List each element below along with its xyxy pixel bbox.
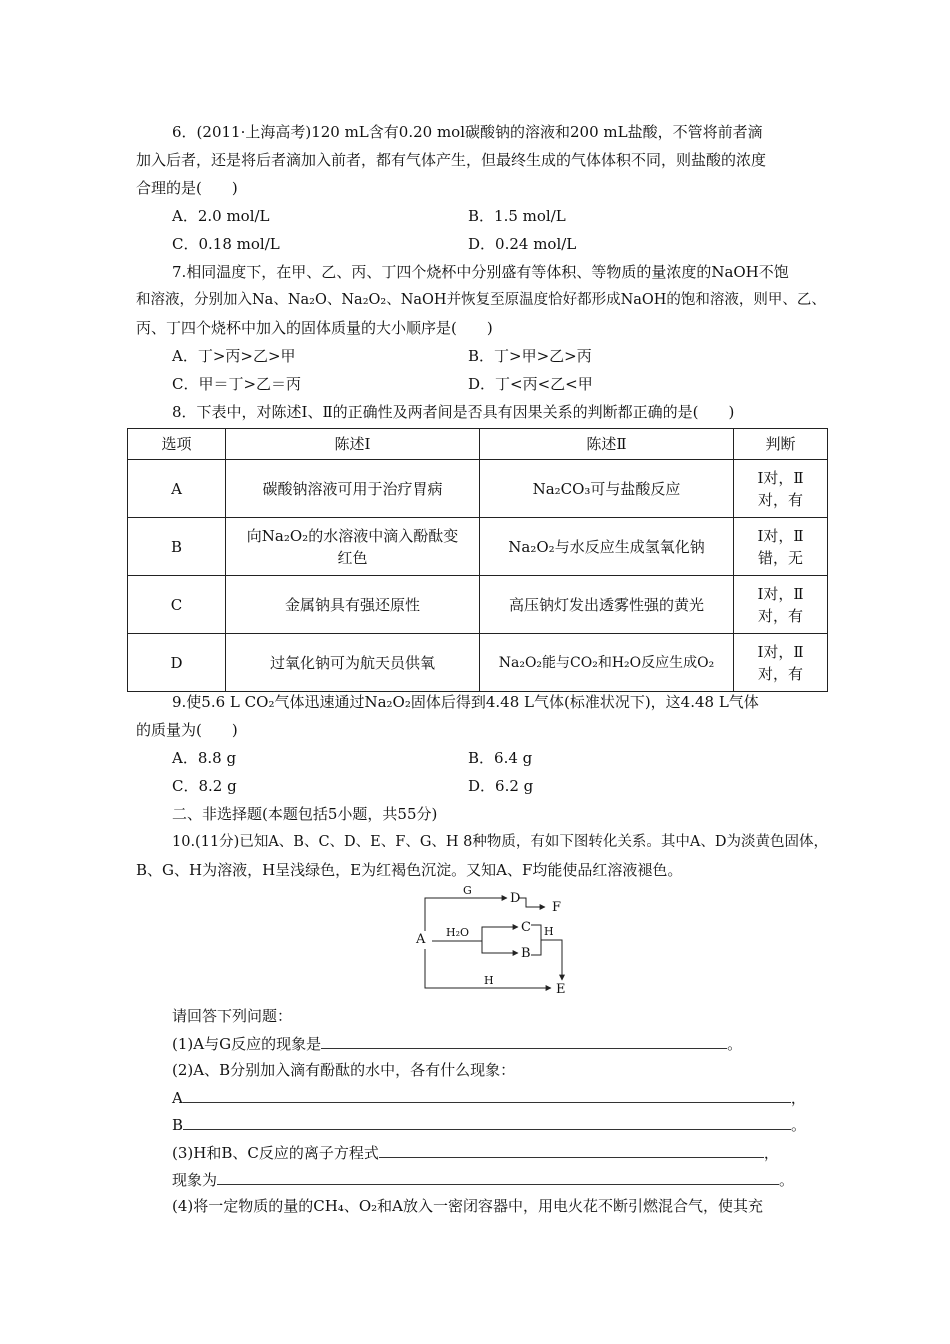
row-statement-2: Na₂O₂能与CO₂和H₂O反应生成O₂ — [480, 634, 734, 692]
q7-option-d: D．丁<丙<乙<甲 — [468, 375, 593, 393]
judgement-line2: 对，有 — [757, 664, 803, 683]
row-statement-1: 碳酸钠溶液可用于治疗胃病 — [226, 460, 480, 518]
row-statement-1: 向Na₂O₂的水溶液中滴入酚酞变红色 — [226, 518, 480, 576]
row-statement-2: Na₂O₂与水反应生成氢氧化钠 — [480, 518, 734, 576]
q9-option-a: A．8.8 g — [172, 749, 237, 767]
row-judgement — [734, 576, 828, 634]
row-option: A — [128, 460, 226, 518]
part3-text: (3)H和B、C反应的离子方程式 — [172, 1144, 379, 1162]
answer-blank[interactable] — [183, 1087, 791, 1103]
q9-option-c: C．8.2 g — [172, 777, 237, 795]
q10-prompt: 请回答下列问题： — [172, 1007, 293, 1025]
header-cell-judgement: 判断 — [734, 429, 828, 460]
q6-option-c: C．0.18 mol/L — [172, 235, 280, 253]
header-cell-statement-2: 陈述Ⅱ — [480, 429, 734, 460]
row-option: B — [128, 518, 226, 576]
q6-stem-line3: 合理的是( ) — [136, 179, 238, 197]
part1-text: (1)A与G反应的现象是 — [172, 1035, 322, 1053]
part2b-label: B — [172, 1116, 184, 1134]
label-h2o: H₂O — [446, 926, 470, 939]
row-statement-1: 过氧化钠可为航天员供氧 — [226, 634, 480, 692]
row-statement-1: 金属钠具有强还原性 — [226, 576, 480, 634]
q6-option-a: A．2.0 mol/L — [172, 207, 270, 225]
q10-part4: (4)将一定物质的量的CH₄、O₂和A放入一密闭容器中，用电火花不断引燃混合气，使其充 — [172, 1197, 763, 1215]
judgement-line1: Ⅰ对，Ⅱ — [757, 584, 804, 603]
q10-part2: (2)A、B分别加入滴有酚酞的水中，各有什么现象： — [172, 1061, 516, 1079]
answer-blank[interactable] — [321, 1033, 727, 1049]
bracket-bc — [531, 925, 541, 955]
table-row — [128, 576, 828, 634]
answer-blank[interactable] — [217, 1169, 779, 1185]
label-g: G — [463, 884, 472, 897]
part2a-label: A — [172, 1089, 183, 1107]
judgement-line2: 错，无 — [757, 548, 803, 567]
q10-part1 — [172, 1033, 742, 1054]
row-judgement — [734, 634, 828, 692]
q10-part3 — [172, 1142, 779, 1163]
q10-part3-phenomenon — [172, 1169, 794, 1190]
table-row — [128, 460, 828, 518]
q7-option-c: C．甲＝丁>乙＝丙 — [172, 375, 302, 393]
q10-part2-b — [172, 1114, 806, 1135]
judgement-line1: Ⅰ对，Ⅱ — [757, 468, 804, 487]
part2b-end: 。 — [791, 1116, 807, 1134]
q6-option-d: D．0.24 mol/L — [468, 235, 577, 253]
row-judgement — [734, 518, 828, 576]
row-statement-2: Na₂CO₃可与盐酸反应 — [480, 460, 734, 518]
part3-end: ， — [763, 1144, 779, 1162]
arrow-to-b — [482, 941, 518, 953]
q9-option-b: B．6.4 g — [468, 749, 533, 767]
node-b: B — [521, 946, 531, 961]
node-e: E — [556, 982, 566, 995]
q6-stem-line2: 加入后者，还是将后者滴加入前者，都有气体产生，但最终生成的气体体积不同，则盐酸的浓度 — [136, 151, 767, 169]
arrow-d-to-f — [518, 898, 545, 907]
row-statement-2: 高压钠灯发出透雾性强的黄光 — [480, 576, 734, 634]
judgement-line1: Ⅰ对，Ⅱ — [757, 642, 804, 661]
arrow-to-c — [482, 927, 518, 941]
judgement-line2: 对，有 — [757, 606, 803, 625]
table-header-row — [128, 429, 828, 460]
q6-stem-line1: 6．(2011·上海高考)120 mL含有0.20 mol碳酸钠的溶液和200 mL盐酸，不管将前者滴 — [172, 123, 763, 141]
q9-stem-line2: 的质量为( ) — [136, 721, 238, 739]
answer-blank[interactable] — [379, 1142, 764, 1158]
part3b-end: 。 — [779, 1171, 795, 1189]
q10-stem-line1: 10.(11分)已知A、B、C、D、E、F、G、H 8种物质，有如下图转化关系。其中A、D为淡黄色固体， — [172, 834, 828, 850]
header-cell-option: 选项 — [128, 429, 226, 460]
label-h-upper: H — [544, 925, 554, 938]
arrow-h-to-e — [541, 940, 562, 980]
node-f: F — [552, 900, 562, 915]
judgement-line2: 对，有 — [757, 490, 803, 509]
node-c: C — [521, 920, 531, 935]
q6-option-b: B．1.5 mol/L — [468, 207, 566, 225]
part2a-end: ， — [790, 1089, 806, 1107]
judgement-line1: Ⅰ对，Ⅱ — [757, 526, 804, 545]
label-h-lower: H — [484, 974, 494, 987]
table-row — [128, 518, 828, 576]
row-option: C — [128, 576, 226, 634]
answer-blank[interactable] — [183, 1114, 791, 1130]
part3b-text: 现象为 — [172, 1171, 218, 1189]
q8-stem: 8．下表中，对陈述Ⅰ、Ⅱ的正确性及两者间是否具有因果关系的判断都正确的是( ) — [172, 403, 735, 421]
conversion-diagram — [410, 883, 580, 995]
node-a: A — [416, 932, 426, 947]
q7-stem-line1: 7.相同温度下，在甲、乙、丙、丁四个烧杯中分别盛有等体积、等物质的量浓度的NaOH不饱 — [172, 263, 789, 281]
section-heading: 二、非选择题(本题包括5小题，共55分) — [172, 805, 438, 823]
q10-stem-line2: B、G、H为溶液，H呈浅绿色，E为红褐色沉淀。又知A、F均能使品红溶液褪色。 — [136, 861, 683, 879]
part1-end: 。 — [727, 1035, 743, 1053]
q7-option-a: A．丁>丙>乙>甲 — [172, 347, 296, 365]
table-row — [128, 634, 828, 692]
node-d: D — [510, 891, 521, 906]
q9-option-d: D．6.2 g — [468, 777, 534, 795]
q7-option-b: B．丁>甲>乙>丙 — [468, 347, 592, 365]
row-judgement — [734, 460, 828, 518]
q7-stem-line2: 和溶液，分别加入Na、Na₂O、Na₂O₂、NaOH并恢复至原温度恰好都形成NaOH的饱和溶液，则甲、乙、 — [136, 292, 826, 308]
q7-stem-line3: 丙、丁四个烧杯中加入的固体质量的大小顺序是( ) — [136, 319, 493, 337]
header-cell-statement-1: 陈述Ⅰ — [226, 429, 480, 460]
q9-stem-line1: 9.使5.6 L CO₂气体迅速通过Na₂O₂固体后得到4.48 L气体(标准状况下)，这4.48 L气体 — [172, 693, 759, 711]
q10-part2-a — [172, 1087, 806, 1108]
row-option: D — [128, 634, 226, 692]
q8-table — [127, 428, 828, 692]
